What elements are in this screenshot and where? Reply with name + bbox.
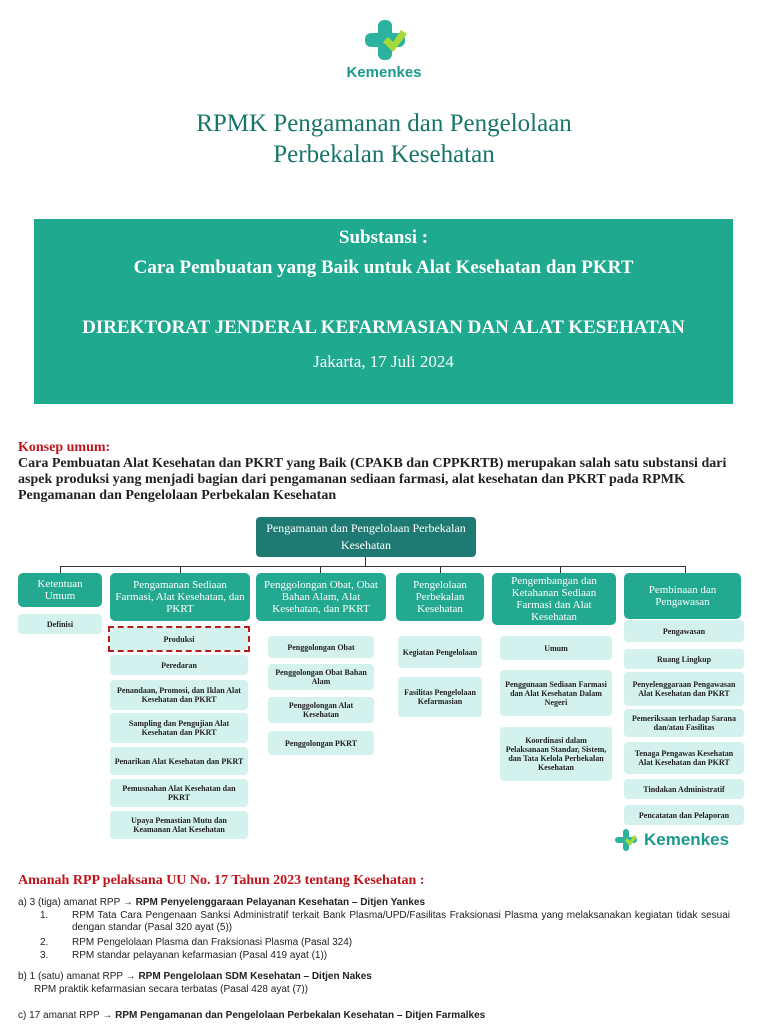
org-connector [60, 566, 685, 567]
substansi-topic: Cara Pembuatan yang Baik untuk Alat Kesehatan dan PKRT [133, 257, 634, 278]
org-item: Pencatatan dan Pelaporan [624, 805, 744, 825]
arrow-icon: → [122, 897, 136, 908]
org-root-box: Pengamanan dan Pengelolaan Perbekalan Kesehatan [256, 517, 476, 557]
amanah-a-item: 3. RPM standar pelayanan kefarmasian (Pasal 419 ayat (1)) [40, 950, 328, 961]
amanah-heading: Amanah RPP pelaksana UU No. 17 Tahun 2023 tentang Kesehatan : [18, 873, 425, 888]
kemenkes-logo-small-icon [612, 826, 642, 854]
org-item-produksi: Produksi [110, 628, 248, 650]
org-item: Pemeriksaan terhadap Sarana dan/atau Fasilitas [624, 709, 744, 737]
substansi-banner [34, 219, 733, 404]
org-item: Penggolongan PKRT [268, 731, 374, 755]
org-header-penggolongan: Penggolongan Obat, Obat Bahan Alam, Alat Kesehatan, dan PKRT [256, 573, 386, 621]
org-item: Sampling dan Pengujian Alat Kesehatan dan PKRT [110, 713, 248, 743]
org-item: Pemusnahan Alat Kesehatan dan PKRT [110, 779, 248, 807]
org-item: Penggolongan Obat [268, 636, 374, 658]
org-item: Pengawasan [624, 620, 744, 642]
substansi-label: Substansi : [338, 227, 429, 248]
org-header-pembinaan: Pembinaan dan Pengawasan [624, 573, 741, 619]
amanah-b-sub: RPM praktik kefarmasian secara terbatas (Pasal 428 ayat (7)) [34, 984, 308, 995]
org-item: Tenaga Pengawas Kesehatan Alat Kesehatan dan PKRT [624, 742, 744, 774]
org-header-pengamanan: Pengamanan Sediaan Farmasi, Alat Kesehatan, dan PKRT [110, 573, 250, 621]
org-item: Penarikan Alat Kesehatan dan PKRT [110, 747, 248, 775]
amanah-a-item: 2. RPM Pengelolaan Plasma dan Fraksionasi Plasma (Pasal 324) [40, 937, 353, 948]
amanah-c: c) 17 amanat RPP → RPM Pengamanan dan Pengelolaan Perbekalan Kesehatan – Ditjen Farmalkes [18, 1010, 486, 1021]
directorate-name: DIREKTORAT JENDERAL KEFARMASIAN DAN ALAT KESEHATAN [82, 317, 685, 338]
page-title: RPMK Pengamanan dan Pengelolaan Perbekalan Kesehatan [196, 110, 572, 168]
org-item: Fasilitas Pengelolaan Kefarmasian [398, 677, 482, 717]
arrow-icon: → [125, 971, 139, 982]
org-item: Tindakan Administratif [624, 779, 744, 799]
org-header-pengembangan: Pengembangan dan Ketahanan Sediaan Farmasi dan Alat Kesehatan [492, 573, 616, 625]
org-item: Penyelenggaraan Pengawasan Alat Kesehatan dan PKRT [624, 672, 744, 706]
org-item: Penandaan, Promosi, dan Iklan Alat Kesehatan dan PKRT [110, 680, 248, 710]
amanah-b: b) 1 (satu) amanat RPP → RPM Pengelolaan SDM Kesehatan – Ditjen Nakes [18, 971, 372, 982]
kemenkes-wordmark-small: Kemenkes [644, 830, 730, 849]
org-item: Upaya Pemastian Mutu dan Keamanan Alat Kesehatan [110, 811, 248, 839]
org-item: Penggunaan Sediaan Farmasi dan Alat Kesehatan Dalam Negeri [500, 670, 612, 716]
org-item: Definisi [18, 614, 102, 634]
org-header-pengelolaan: Pengelolaan Perbekalan Kesehatan [396, 573, 484, 621]
banner-date: Jakarta, 17 Juli 2024 [313, 352, 454, 371]
org-item: Koordinasi dalam Pelaksanaan Standar, Sistem, dan Tata Kelola Perbekalan Kesehatan [500, 727, 612, 781]
produksi-highlight [108, 626, 250, 652]
kemenkes-wordmark: Kemenkes [346, 64, 422, 81]
org-item: Ruang Lingkup [624, 649, 744, 669]
org-item: Penggolongan Alat Kesehatan [268, 697, 374, 723]
org-item: Peredaran [110, 655, 248, 675]
org-item: Kegiatan Pengelolaan [398, 636, 482, 668]
konsep-heading: Konsep umum: [18, 440, 111, 455]
amanah-a-item: 1. RPM Tata Cara Pengenaan Sanksi Administratif terkait Bank Plasma/UPD/Fasilitas Fraksionasi Plasma yang melaksanakan kegiatan tidak sesuai dengan standar (Pasal 320 ayat (5)) [40, 910, 730, 933]
konsep-body: Cara Pembuatan Alat Kesehatan dan PKRT yang Baik (CPAKB dan CPPKRTB) merupakan salah satu substansi dari aspek produksi yang menjadi bagian dari pengamanan sediaan farmasi, alat kesehatan dan PKRT pada RPMK Pengamanan dan Pengelolaan Perbekalan Kesehatan [18, 456, 727, 503]
org-item: Penggolongan Obat Bahan Alam [268, 664, 374, 690]
org-header-ketentuan-umum: Ketentuan Umum [18, 573, 102, 607]
arrow-icon: → [102, 1010, 116, 1021]
org-item: Umum [500, 636, 612, 660]
amanah-a: a) 3 (tiga) amanat RPP → RPM Penyelenggaraan Pelayanan Kesehatan – Ditjen Yankes [18, 897, 426, 908]
